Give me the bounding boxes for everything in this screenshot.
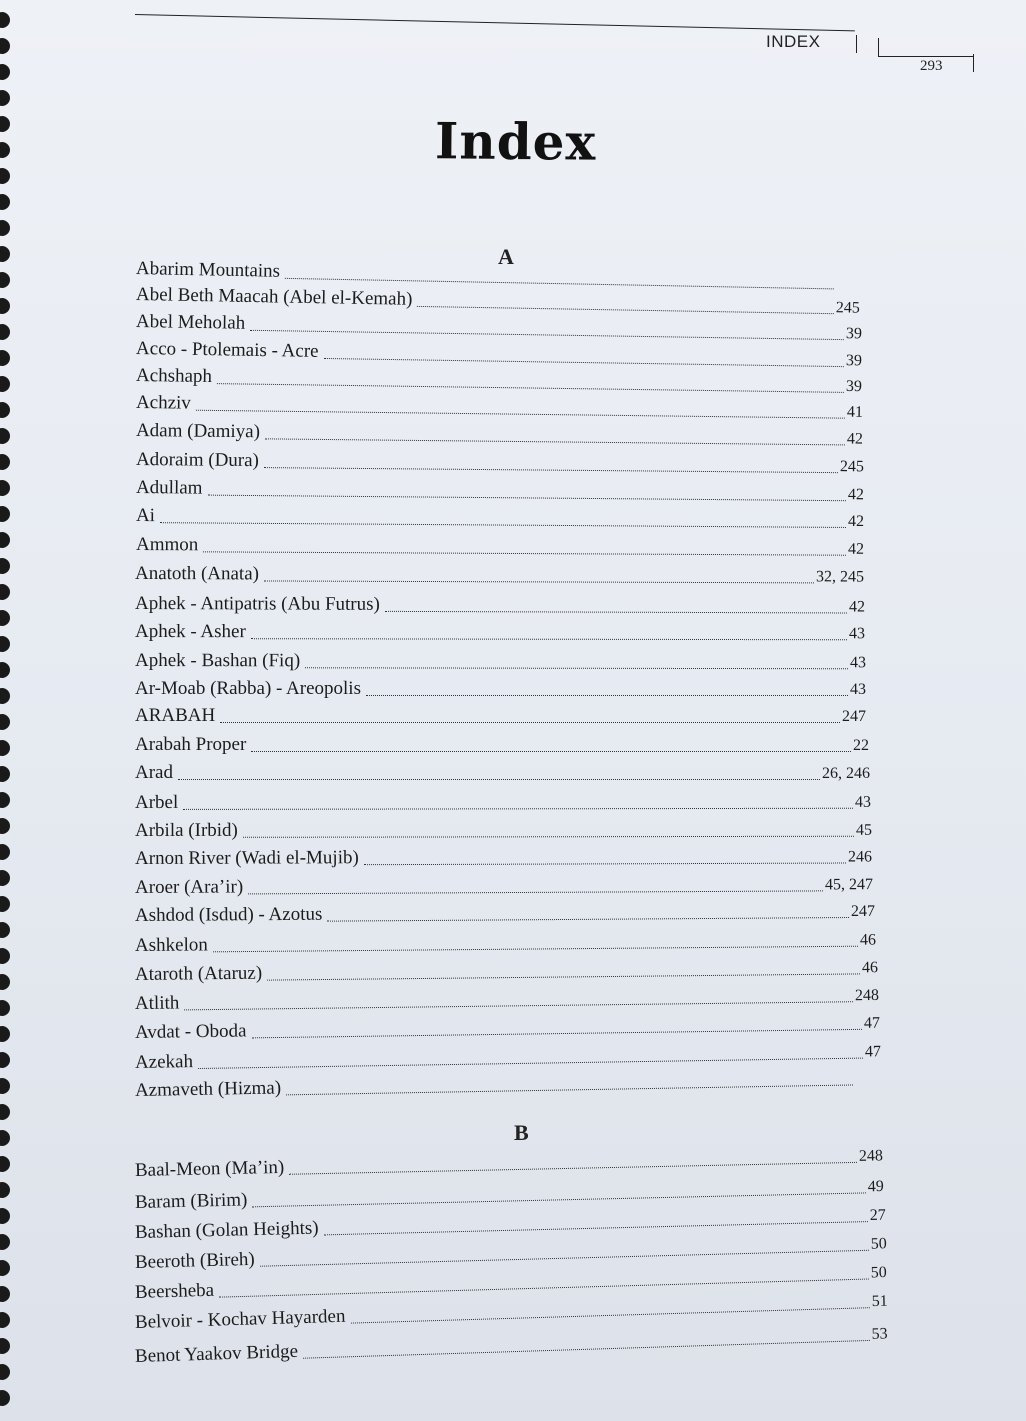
index-entry [135, 705, 866, 727]
leader-dots [265, 437, 845, 445]
entry-name: Aphek - Bashan (Fiq) [134, 650, 301, 672]
leader-dots [160, 521, 846, 528]
entry-pages: 247 [850, 902, 876, 921]
entry-name: Arad [135, 762, 173, 783]
binding-hole [0, 610, 10, 626]
entry-name: ARABAH [135, 705, 216, 726]
binding-hole [0, 1000, 10, 1016]
entry-pages: 39 [845, 377, 863, 396]
index-entry [136, 477, 864, 505]
entry-name: Benot Yaakov Bridge [134, 1340, 299, 1367]
binding-hole [0, 12, 10, 28]
entry-pages: 39 [845, 352, 863, 370]
binding-hole [0, 38, 10, 54]
entry-name: Arabah Proper [135, 734, 247, 755]
index-entry [136, 420, 863, 450]
entry-name: Baram (Birim) [134, 1189, 248, 1213]
entry-name: Belvoir - Kochav Hayarden [134, 1305, 346, 1333]
entry-name: Ar-Moab (Rabba) - Areopolis [135, 678, 361, 699]
entry-pages: 42 [846, 430, 864, 448]
binding-hole [0, 1130, 10, 1146]
binding-hole [0, 1026, 10, 1042]
entry-pages: 43 [849, 654, 867, 672]
entry-pages: 22 [853, 737, 869, 754]
entry-pages: 245 [835, 299, 861, 317]
entry-name: Baal-Meon (Ma’in) [134, 1156, 285, 1181]
binding-hole [0, 1312, 10, 1328]
entry-pages: 245 [839, 458, 865, 476]
binding-hole [0, 584, 10, 600]
entry-pages: 246 [847, 848, 873, 866]
entry-pages: 46 [861, 959, 879, 977]
entry-pages: 248 [858, 1147, 884, 1165]
entry-pages: 42 [848, 598, 866, 616]
binding-hole [0, 766, 10, 782]
binding-hole [0, 194, 10, 210]
entry-pages: 43 [854, 793, 872, 811]
index-entry [135, 956, 878, 986]
binding-hole [0, 974, 10, 990]
binding-hole [0, 1286, 10, 1302]
header-rule [134, 14, 855, 67]
index-entry [135, 563, 864, 588]
index-entry [135, 984, 879, 1015]
binding-hole [0, 1338, 10, 1354]
binding-hole [0, 1234, 10, 1250]
entry-name: Achshaph [135, 365, 213, 388]
entry-name: Adullam [135, 477, 203, 499]
section-letter-b: B [514, 1120, 529, 1145]
leader-dots [289, 1161, 857, 1175]
binding-hole [0, 116, 10, 132]
leader-dots [264, 579, 814, 583]
index-entry [135, 593, 865, 618]
leader-dots [252, 1028, 862, 1039]
entry-pages: 43 [850, 681, 866, 698]
leader-dots [286, 1083, 853, 1095]
leader-dots [178, 778, 820, 780]
entry-name: Arbel [134, 791, 179, 813]
index-entry [135, 929, 876, 957]
leader-dots [220, 721, 840, 723]
binding-hole [0, 948, 10, 964]
entry-name: Avdat - Oboda [134, 1020, 247, 1043]
leader-dots [251, 637, 847, 640]
entry-name: Adoraim (Dura) [135, 449, 260, 472]
leader-dots [366, 694, 848, 696]
index-entry [135, 1012, 880, 1044]
index-entry [135, 1144, 883, 1182]
index-entry [135, 845, 872, 870]
binding-hole [0, 220, 10, 236]
binding-hole [0, 1156, 10, 1172]
entry-name: Ataroth (Ataruz) [134, 962, 263, 985]
entry-name: Ammon [135, 534, 199, 556]
binding-hole [0, 1182, 10, 1198]
leader-dots [305, 666, 848, 669]
binding-hole [0, 428, 10, 444]
entry-pages: 46 [859, 931, 877, 949]
entry-pages: 42 [847, 512, 865, 531]
leader-dots [248, 889, 823, 894]
leader-dots [243, 835, 854, 838]
index-entry [135, 900, 875, 927]
binding-hole [0, 376, 10, 392]
leader-dots [417, 305, 834, 314]
entry-name: Bashan (Golan Heights) [134, 1217, 319, 1243]
page-title: Index [434, 111, 597, 172]
leader-dots [250, 329, 844, 340]
binding-hole [0, 792, 10, 808]
entry-name: Ai [135, 505, 156, 527]
leader-dots [264, 466, 838, 473]
entry-name: Aphek - Asher [134, 621, 246, 643]
binding-hole [0, 896, 10, 912]
entry-name: Aroer (Ara’ir) [134, 876, 244, 898]
entry-pages: 26, 246 [822, 765, 870, 782]
binding-hole [0, 1364, 10, 1380]
leader-dots [323, 357, 843, 367]
entry-pages: 45 [855, 821, 873, 839]
leader-dots [184, 1000, 853, 1010]
binding-hole [0, 298, 10, 314]
binding-hole [0, 168, 10, 184]
binding-hole [0, 402, 10, 418]
binding-hole [0, 922, 10, 938]
entry-name: Aphek - Antipatris (Abu Futrus) [134, 593, 380, 615]
leader-dots [385, 610, 847, 614]
index-entry [135, 873, 873, 899]
binding-hole [0, 1260, 10, 1276]
index-entry [135, 650, 866, 673]
leader-dots [351, 1306, 870, 1323]
binding-hole [0, 272, 10, 288]
entry-pages: 32, 245 [815, 568, 865, 586]
entry-name: Atlith [134, 992, 180, 1014]
binding-hole [0, 558, 10, 574]
entry-name: Anatoth (Anata) [134, 563, 260, 585]
entry-name: Azekah [134, 1051, 194, 1073]
running-title: INDEX [766, 32, 821, 51]
entry-pages: 47 [863, 1014, 881, 1032]
entry-pages: 248 [854, 986, 880, 1005]
entry-name: Arnon River (Wadi el-Mujib) [134, 847, 359, 869]
index-entry [136, 392, 863, 423]
leader-dots [217, 382, 844, 393]
leader-dots [267, 972, 860, 980]
binding-hole [0, 1078, 10, 1094]
binding-hole [0, 714, 10, 730]
binding-hole [0, 480, 10, 496]
entry-pages: 51 [871, 1292, 888, 1311]
leader-dots [251, 750, 851, 752]
spiral-binding [0, 0, 20, 1421]
entry-name: Arbila (Irbid) [134, 819, 238, 841]
index-entry [135, 734, 869, 756]
header-divider [856, 35, 857, 53]
entry-pages: 53 [871, 1325, 888, 1343]
binding-hole [0, 818, 10, 834]
leader-dots [183, 807, 853, 810]
entry-pages: 49 [867, 1178, 885, 1196]
entry-pages: 42 [847, 486, 865, 504]
binding-hole [0, 142, 10, 158]
binding-hole [0, 532, 10, 548]
binding-hole [0, 870, 10, 886]
binding-hole [0, 844, 10, 860]
entry-pages: 47 [864, 1043, 882, 1061]
binding-hole [0, 90, 10, 106]
leader-dots [203, 550, 846, 555]
entry-name: Adam (Damiya) [135, 420, 261, 443]
index-entry [136, 505, 864, 532]
entry-pages: 39 [845, 325, 863, 343]
leader-dots [303, 1339, 870, 1359]
entry-name: Beeroth (Bireh) [134, 1248, 255, 1273]
entry-name: Abel Beth Maacah (Abel el-Kemah) [135, 284, 413, 310]
entry-name: Azmaveth (Hizma) [134, 1077, 282, 1101]
index-entry [135, 762, 870, 784]
entry-pages: 42 [847, 540, 865, 558]
entry-pages: 27 [869, 1206, 886, 1225]
binding-hole [0, 246, 10, 262]
binding-hole [0, 1208, 10, 1224]
binding-hole [0, 1104, 10, 1120]
entry-pages: 50 [870, 1264, 887, 1282]
entry-name: Abel Meholah [135, 311, 246, 334]
entry-pages: 43 [848, 625, 866, 643]
leader-dots [364, 862, 846, 866]
page-number-frame [878, 38, 973, 57]
index-entry [135, 819, 872, 842]
index-entry [136, 449, 864, 477]
entry-name: Ashkelon [134, 934, 208, 956]
binding-hole [0, 454, 10, 470]
entry-pages: 247 [842, 708, 866, 725]
binding-hole [0, 1390, 10, 1406]
index-entry [135, 1067, 855, 1102]
index-entry [135, 621, 865, 644]
binding-hole [0, 506, 10, 522]
entry-name: Achziv [135, 392, 192, 414]
entry-name: Abarim Mountains [135, 258, 281, 282]
entry-name: Ashdod (Isdud) - Azotus [134, 903, 323, 926]
binding-hole [0, 350, 10, 366]
entry-name: Acco - Ptolemais - Acre [135, 338, 319, 362]
binding-hole [0, 662, 10, 678]
page-number: 293 [920, 58, 943, 74]
index-entry [135, 791, 871, 814]
binding-hole [0, 688, 10, 704]
index-entry [136, 534, 864, 560]
binding-hole [0, 636, 10, 652]
leader-dots [327, 916, 849, 922]
binding-hole [0, 740, 10, 756]
index-entry [135, 678, 866, 700]
binding-hole [0, 64, 10, 80]
leader-dots [252, 1191, 865, 1207]
entry-name: Beersheba [134, 1279, 215, 1303]
leader-dots [213, 945, 858, 953]
entry-pages: 45, 247 [824, 876, 874, 894]
binding-hole [0, 1052, 10, 1068]
index-entry [136, 365, 862, 397]
leader-dots [198, 1057, 863, 1069]
binding-hole [0, 324, 10, 340]
section-letter-a: A [498, 244, 514, 269]
leader-dots [196, 409, 845, 419]
entry-pages: 41 [846, 403, 864, 421]
leader-dots [207, 494, 845, 502]
entry-pages: 50 [870, 1235, 887, 1253]
leader-dots [324, 1220, 868, 1235]
